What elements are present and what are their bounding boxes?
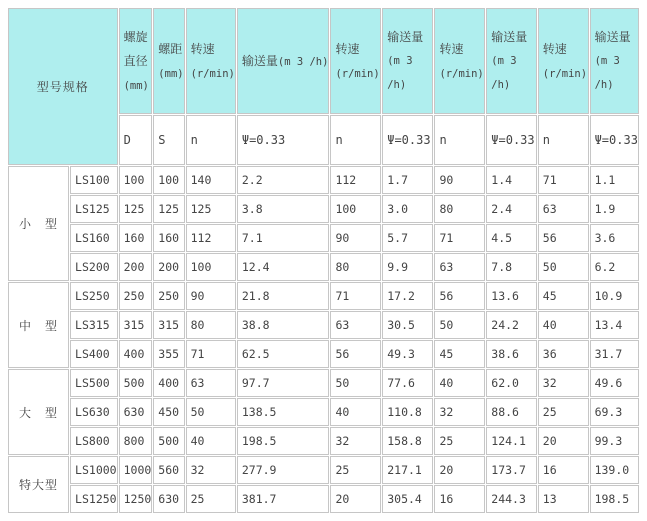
value-cell: 125 bbox=[119, 195, 153, 223]
col-title: 转速 bbox=[542, 41, 567, 56]
col-unit: (r/min) bbox=[335, 67, 380, 80]
table-row bbox=[8, 369, 639, 397]
value-cell: 1.1 bbox=[590, 166, 639, 194]
model-cell: LS100 bbox=[70, 166, 118, 194]
table-body bbox=[8, 166, 639, 513]
col-header-capacity-2 bbox=[382, 8, 433, 114]
value-cell: 63 bbox=[186, 369, 236, 397]
value-cell: 560 bbox=[153, 456, 184, 484]
value-cell: 31.7 bbox=[590, 340, 639, 368]
value-cell: 97.7 bbox=[237, 369, 330, 397]
model-cell: LS400 bbox=[70, 340, 118, 368]
value-cell: 40 bbox=[538, 311, 589, 339]
value-cell: 80 bbox=[434, 195, 485, 223]
value-cell: 139.0 bbox=[590, 456, 639, 484]
value-cell: 6.2 bbox=[590, 253, 639, 281]
value-cell: 630 bbox=[119, 398, 153, 426]
value-cell: 36 bbox=[538, 340, 589, 368]
col-title: 输送量 bbox=[387, 30, 424, 44]
value-cell: 25 bbox=[186, 485, 236, 513]
value-cell: 20 bbox=[330, 485, 381, 513]
table-row bbox=[8, 456, 639, 484]
col-unit: (r/min) bbox=[190, 67, 235, 80]
col-header-pitch bbox=[153, 8, 184, 114]
sub-header-cell: n bbox=[330, 115, 381, 165]
value-cell: 32 bbox=[186, 456, 236, 484]
value-cell: 500 bbox=[119, 369, 153, 397]
value-cell: 69.3 bbox=[590, 398, 639, 426]
col-header-speed-3 bbox=[434, 8, 485, 114]
value-cell: 100 bbox=[330, 195, 381, 223]
value-cell: 40 bbox=[186, 427, 236, 455]
value-cell: 2.2 bbox=[237, 166, 330, 194]
value-cell: 198.5 bbox=[237, 427, 330, 455]
value-cell: 45 bbox=[538, 282, 589, 310]
value-cell: 138.5 bbox=[237, 398, 330, 426]
value-cell: 77.6 bbox=[382, 369, 433, 397]
value-cell: 173.7 bbox=[486, 456, 537, 484]
value-cell: 12.4 bbox=[237, 253, 330, 281]
model-cell: LS250 bbox=[70, 282, 118, 310]
sub-header-cell: Ψ=0.33 bbox=[590, 115, 639, 165]
table-row bbox=[8, 282, 639, 310]
value-cell: 90 bbox=[186, 282, 236, 310]
col-unit: (m 3 /h) bbox=[277, 55, 329, 68]
value-cell: 13.4 bbox=[590, 311, 639, 339]
table-row bbox=[8, 427, 639, 455]
value-cell: 38.6 bbox=[486, 340, 537, 368]
value-cell: 20 bbox=[538, 427, 589, 455]
value-cell: 3.0 bbox=[382, 195, 433, 223]
value-cell: 315 bbox=[153, 311, 184, 339]
value-cell: 3.6 bbox=[590, 224, 639, 252]
value-cell: 56 bbox=[434, 282, 485, 310]
value-cell: 200 bbox=[119, 253, 153, 281]
value-cell: 400 bbox=[119, 340, 153, 368]
value-cell: 50 bbox=[538, 253, 589, 281]
table-row bbox=[8, 398, 639, 426]
model-cell: LS125 bbox=[70, 195, 118, 223]
col-unit: (m 3 /h) bbox=[491, 55, 517, 91]
value-cell: 355 bbox=[153, 340, 184, 368]
value-cell: 158.8 bbox=[382, 427, 433, 455]
value-cell: 25 bbox=[538, 398, 589, 426]
col-header-capacity-4 bbox=[590, 8, 639, 114]
value-cell: 7.8 bbox=[486, 253, 537, 281]
col-title: 输送量 bbox=[491, 30, 528, 44]
col-unit: (r/min) bbox=[542, 67, 588, 80]
value-cell: 250 bbox=[153, 282, 184, 310]
value-cell: 40 bbox=[434, 369, 485, 397]
value-cell: 100 bbox=[186, 253, 236, 281]
col-title: 螺距 bbox=[158, 41, 183, 56]
value-cell: 71 bbox=[186, 340, 236, 368]
value-cell: 71 bbox=[330, 282, 381, 310]
size-group-cell: 特大型 bbox=[8, 456, 69, 513]
value-cell: 56 bbox=[538, 224, 589, 252]
model-cell: LS800 bbox=[70, 427, 118, 455]
size-group-cell: 小 型 bbox=[8, 166, 69, 281]
value-cell: 21.8 bbox=[237, 282, 330, 310]
col-title: 转速 bbox=[190, 41, 215, 56]
col-title: 输送量 bbox=[241, 53, 278, 68]
table-row bbox=[8, 224, 639, 252]
table-row bbox=[8, 166, 639, 194]
value-cell: 88.6 bbox=[486, 398, 537, 426]
value-cell: 49.3 bbox=[382, 340, 433, 368]
value-cell: 17.2 bbox=[382, 282, 433, 310]
value-cell: 45 bbox=[434, 340, 485, 368]
sub-header-cell: Ψ=0.33 bbox=[382, 115, 433, 165]
value-cell: 13.6 bbox=[486, 282, 537, 310]
value-cell: 124.1 bbox=[486, 427, 537, 455]
size-group-cell: 大 型 bbox=[8, 369, 69, 455]
value-cell: 40 bbox=[330, 398, 381, 426]
value-cell: 7.1 bbox=[237, 224, 330, 252]
value-cell: 71 bbox=[538, 166, 589, 194]
conveyor-spec-table bbox=[7, 7, 640, 514]
value-cell: 4.5 bbox=[486, 224, 537, 252]
col-title: 转速 bbox=[335, 41, 360, 56]
col-header-capacity-3 bbox=[486, 8, 537, 114]
value-cell: 100 bbox=[119, 166, 153, 194]
col-unit: (m 3 /h) bbox=[594, 55, 620, 91]
value-cell: 160 bbox=[153, 224, 184, 252]
value-cell: 1000 bbox=[119, 456, 153, 484]
value-cell: 50 bbox=[330, 369, 381, 397]
value-cell: 800 bbox=[119, 427, 153, 455]
col-header-speed-1 bbox=[186, 8, 236, 114]
value-cell: 10.9 bbox=[590, 282, 639, 310]
value-cell: 450 bbox=[153, 398, 184, 426]
value-cell: 381.7 bbox=[237, 485, 330, 513]
value-cell: 244.3 bbox=[486, 485, 537, 513]
value-cell: 99.3 bbox=[590, 427, 639, 455]
value-cell: 160 bbox=[119, 224, 153, 252]
value-cell: 24.2 bbox=[486, 311, 537, 339]
value-cell: 25 bbox=[434, 427, 485, 455]
value-cell: 305.4 bbox=[382, 485, 433, 513]
model-spec-header: 型号规格 bbox=[8, 8, 118, 165]
model-cell: LS630 bbox=[70, 398, 118, 426]
value-cell: 200 bbox=[153, 253, 184, 281]
model-cell: LS315 bbox=[70, 311, 118, 339]
value-cell: 32 bbox=[434, 398, 485, 426]
value-cell: 90 bbox=[434, 166, 485, 194]
table-row bbox=[8, 485, 639, 513]
value-cell: 20 bbox=[434, 456, 485, 484]
sub-header-cell: n bbox=[434, 115, 485, 165]
value-cell: 1250 bbox=[119, 485, 153, 513]
value-cell: 198.5 bbox=[590, 485, 639, 513]
value-cell: 13 bbox=[538, 485, 589, 513]
col-title: 螺旋直径 bbox=[123, 29, 148, 68]
table-row bbox=[8, 253, 639, 281]
table-header bbox=[8, 8, 639, 165]
value-cell: 62.5 bbox=[237, 340, 330, 368]
value-cell: 5.7 bbox=[382, 224, 433, 252]
value-cell: 49.6 bbox=[590, 369, 639, 397]
sub-header-cell: Ψ=0.33 bbox=[486, 115, 537, 165]
value-cell: 3.8 bbox=[237, 195, 330, 223]
model-cell: LS1250 bbox=[70, 485, 118, 513]
value-cell: 315 bbox=[119, 311, 153, 339]
value-cell: 50 bbox=[186, 398, 236, 426]
value-cell: 90 bbox=[330, 224, 381, 252]
value-cell: 32 bbox=[330, 427, 381, 455]
header-row-titles bbox=[8, 8, 639, 114]
col-unit: (r/min) bbox=[439, 67, 484, 80]
value-cell: 80 bbox=[186, 311, 236, 339]
value-cell: 125 bbox=[153, 195, 184, 223]
value-cell: 30.5 bbox=[382, 311, 433, 339]
value-cell: 50 bbox=[434, 311, 485, 339]
value-cell: 16 bbox=[538, 456, 589, 484]
col-header-speed-4 bbox=[538, 8, 589, 114]
value-cell: 500 bbox=[153, 427, 184, 455]
value-cell: 63 bbox=[434, 253, 485, 281]
value-cell: 277.9 bbox=[237, 456, 330, 484]
value-cell: 1.9 bbox=[590, 195, 639, 223]
col-header-screw-diameter bbox=[119, 8, 153, 114]
value-cell: 112 bbox=[330, 166, 381, 194]
value-cell: 217.1 bbox=[382, 456, 433, 484]
value-cell: 80 bbox=[330, 253, 381, 281]
sub-header-cell: Ψ=0.33 bbox=[237, 115, 330, 165]
sub-header-cell: n bbox=[538, 115, 589, 165]
value-cell: 400 bbox=[153, 369, 184, 397]
value-cell: 56 bbox=[330, 340, 381, 368]
value-cell: 630 bbox=[153, 485, 184, 513]
table-row bbox=[8, 195, 639, 223]
sub-header-cell: D bbox=[119, 115, 153, 165]
table-row bbox=[8, 311, 639, 339]
col-title: 转速 bbox=[439, 41, 464, 56]
value-cell: 16 bbox=[434, 485, 485, 513]
value-cell: 63 bbox=[330, 311, 381, 339]
value-cell: 100 bbox=[153, 166, 184, 194]
value-cell: 112 bbox=[186, 224, 236, 252]
col-unit: (mm) bbox=[158, 67, 184, 80]
value-cell: 38.8 bbox=[237, 311, 330, 339]
value-cell: 2.4 bbox=[486, 195, 537, 223]
model-cell: LS160 bbox=[70, 224, 118, 252]
value-cell: 140 bbox=[186, 166, 236, 194]
value-cell: 63 bbox=[538, 195, 589, 223]
value-cell: 110.8 bbox=[382, 398, 433, 426]
col-title: 输送量 bbox=[594, 30, 631, 44]
col-header-speed-2 bbox=[330, 8, 381, 114]
value-cell: 1.7 bbox=[382, 166, 433, 194]
col-unit: (mm) bbox=[123, 79, 149, 92]
col-unit: (m 3 /h) bbox=[387, 55, 413, 91]
value-cell: 125 bbox=[186, 195, 236, 223]
value-cell: 25 bbox=[330, 456, 381, 484]
model-cell: LS500 bbox=[70, 369, 118, 397]
value-cell: 250 bbox=[119, 282, 153, 310]
size-group-cell: 中 型 bbox=[8, 282, 69, 368]
value-cell: 71 bbox=[434, 224, 485, 252]
sub-header-cell: S bbox=[153, 115, 184, 165]
value-cell: 1.4 bbox=[486, 166, 537, 194]
model-cell: LS200 bbox=[70, 253, 118, 281]
value-cell: 32 bbox=[538, 369, 589, 397]
value-cell: 9.9 bbox=[382, 253, 433, 281]
table-row bbox=[8, 340, 639, 368]
model-cell: LS1000 bbox=[70, 456, 118, 484]
sub-header-cell: n bbox=[186, 115, 236, 165]
value-cell: 62.0 bbox=[486, 369, 537, 397]
col-header-capacity-1 bbox=[237, 8, 330, 114]
